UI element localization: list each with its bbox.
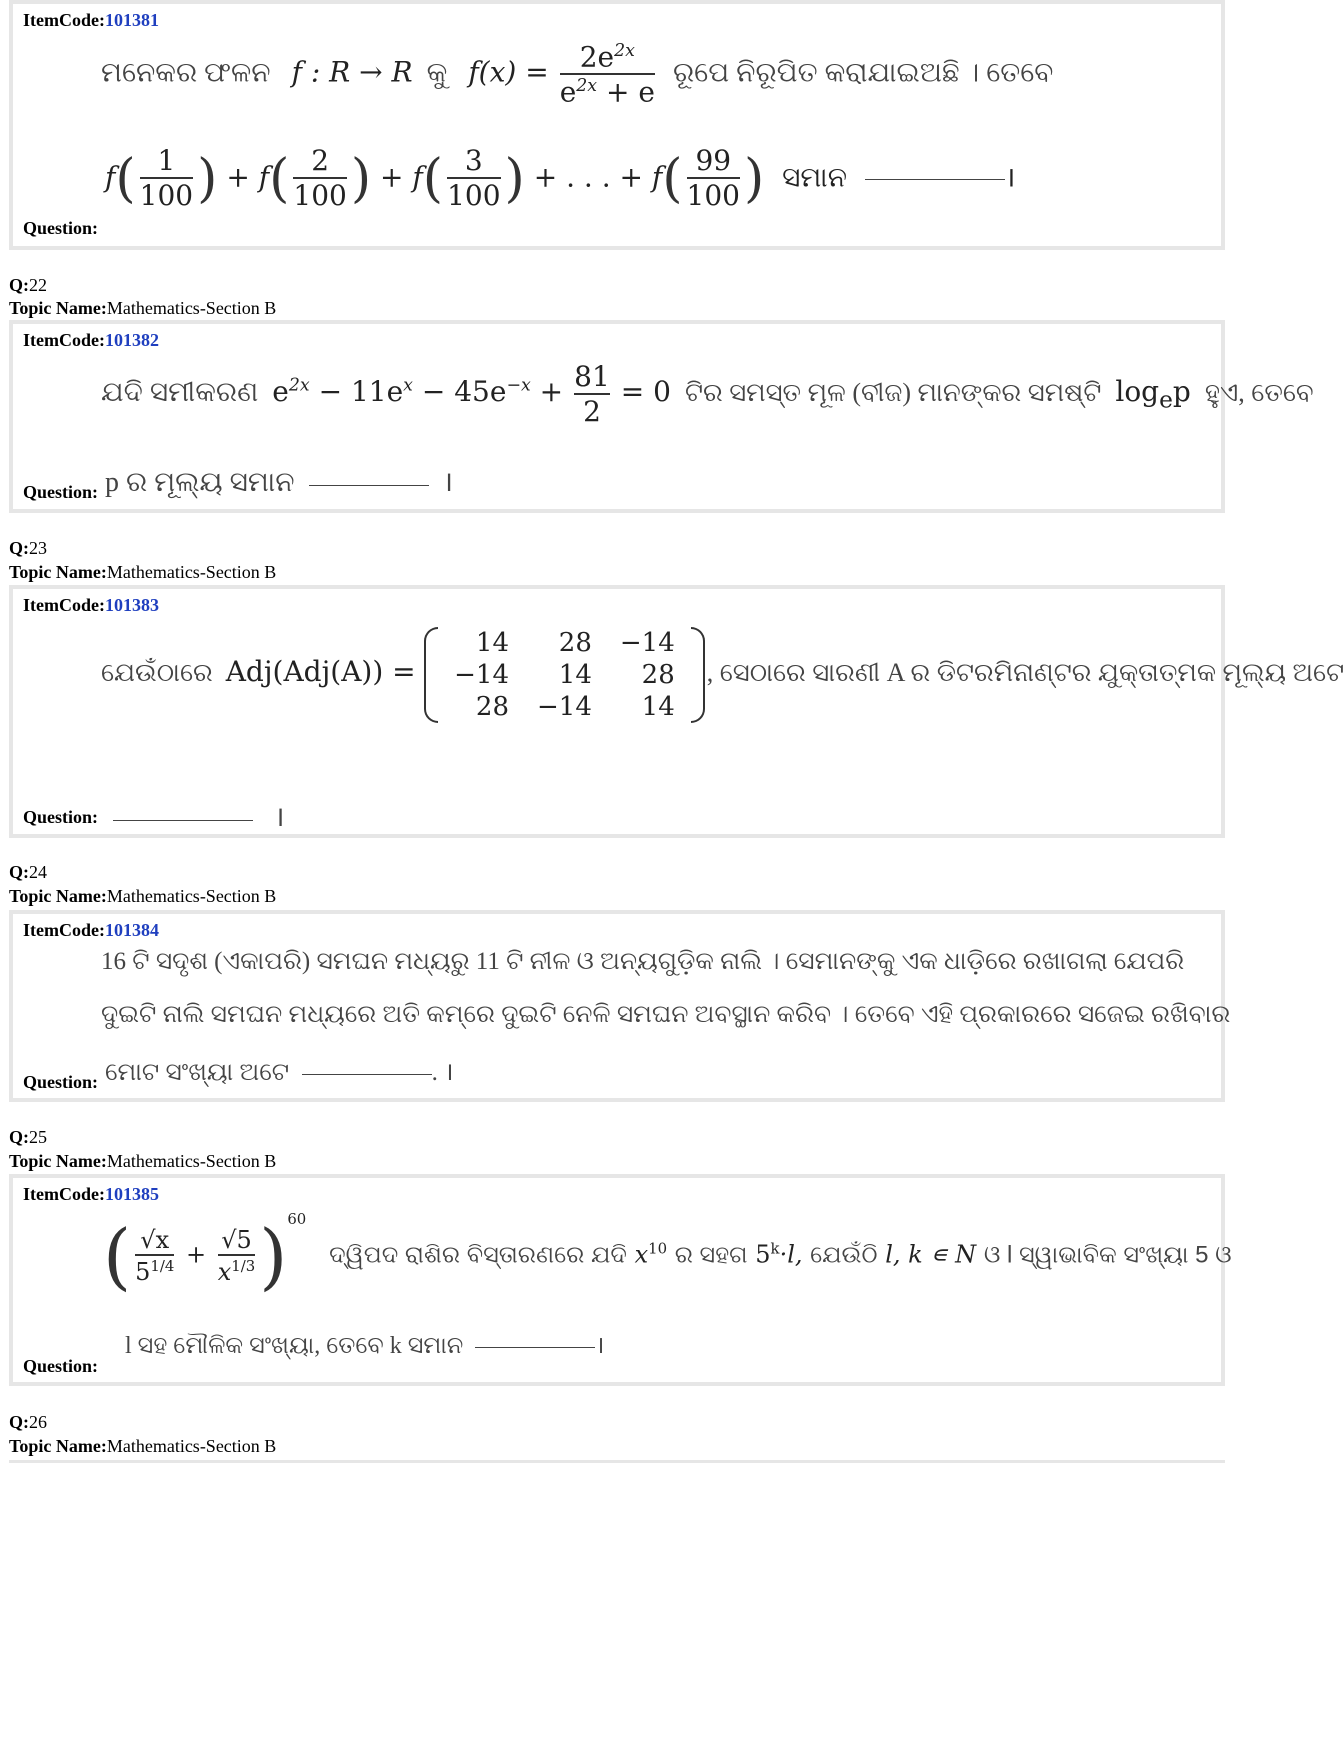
question-box-101385 — [9, 1174, 1232, 1386]
answer-blank — [309, 484, 429, 486]
question-line-1: 16 ଟି ସଦୃଶ (ଏକାପରି) ସମଘନ ମଧ୍ୟରୁ 11 ଟି ନୀଳ ଓ ଅନ୍ୟଗୁଡ଼ିକ ନାଲି । ସେମାନଙ୍କୁ ଏକ ଧାଡ଼ିରେ ରଖାଗଲା ଯେପରି — [101, 948, 1185, 975]
topic-name: Topic Name:Mathematics-Section B — [9, 298, 277, 318]
question-label: Question: — [23, 807, 99, 827]
question-line-2: । — [113, 797, 285, 835]
question-box-101383 — [9, 585, 1344, 838]
item-code-value: 101381 — [104, 10, 159, 30]
topic-name: Topic Name:Mathematics-Section B — [9, 886, 277, 906]
question-label: Question: — [23, 1072, 99, 1092]
question-number: Q:22 — [9, 275, 47, 295]
question-line-1: ଯଦି ସମୀକରଣ $e^{2x} - 11e^x - 45e^{-x}$ + $\frac{81}{2}$ = 0 ଟିର ସମସ୍ତ ମୂଳ (ବୀଜ) ମାନଙ୍କର ସମଷ୍ଟି $\log_ep$ ହୁଏ, ତେବେ — [101, 360, 1314, 428]
topic-name: Topic Name:Mathematics-Section B — [9, 1436, 277, 1456]
matrix-cell: 14 — [641, 692, 675, 722]
divider — [9, 1460, 1225, 1463]
question-line-1: ଯେଉଁଠାରେ Adj(Adj(A)) = 14 28 −14 −14 14 28 28 −14 14 , ସେଠାରେ ସାରଣୀ A ର ଡିଟରମିନାଣ୍ଟର ଯୁକ୍ତାତ୍ମକ ମୂଲ୍ୟ ଅଟେ — [101, 628, 1344, 722]
item-code-value: 101384 — [104, 920, 159, 940]
matrix-cell: 28 — [558, 628, 592, 658]
matrix-cell: 28 — [475, 692, 510, 722]
matrix-cell: −14 — [454, 660, 510, 690]
question-line-2: ଦୁଇଟି ନାଲି ସମଘନ ମଧ୍ୟରେ ଅତି କମ୍‌ରେ ଦୁଇଟି ନେଳି ସମଘନ ଅବସ୍ଥାନ କରିବ । ତେବେ ଏହି ପ୍ରକାରରେ ସଜେଇ ରଖିବାର — [101, 1001, 1231, 1028]
answer-blank — [302, 1073, 432, 1075]
answer-blank — [865, 178, 1005, 180]
item-code: ItemCode:101382 — [23, 330, 159, 350]
matrix-cell: 14 — [475, 628, 510, 658]
topic-name: Topic Name:Mathematics-Section B — [9, 562, 277, 582]
item-code: ItemCode:101385 — [23, 1184, 159, 1204]
matrix-cell: −14 — [619, 628, 675, 658]
fraction: $\frac{2e^{2x}}{e^{2x} + e}$ — [559, 40, 655, 109]
item-code-value: 101382 — [104, 330, 159, 350]
question-line-2: f( $\frac{1}{100}$ ) + f( $\frac{2}{100}$ ) + f( $\frac{3}{100}$ ) + . . . + f( $\frac{99}{100}$ ) ସମାନ । — [105, 144, 1016, 212]
matrix — [422, 627, 707, 723]
item-code-value: 101385 — [104, 1184, 159, 1204]
answer-blank — [475, 1346, 595, 1348]
question-number: Q:23 — [9, 538, 47, 558]
matrix-cell: 14 — [558, 660, 592, 690]
item-code: ItemCode:101384 — [23, 920, 159, 940]
question-line-1: ମନେକର ଫଳନ f : R → R କୁ f(x) = $\frac{2e^{2x}}{e^{2x} + e}$ ରୂପେ ନିରୂପିତ କରାଯାଇଅଛି । ତେବେ — [101, 40, 1054, 109]
question-number: Q:26 — [9, 1412, 47, 1432]
question-label: Question: — [23, 1356, 99, 1376]
question-box-101382 — [9, 320, 1314, 513]
item-code-value: 101383 — [104, 595, 159, 615]
question-line-3: ମୋଟ ସଂଖ୍ୟା ଅଟେ . । — [105, 1059, 454, 1086]
question-line-1: ( $\frac{√x}{5^{1/4}}$ + $\frac{√5}{x^{1/3}}$ )$^{60}$ ଦ୍ୱିପଦ ରାଶିର ବିସ୍ତାରଣରେ ଯଦି $x^{10}$ ର ସହଗ $5^k\cdot l$, ଯେଉଁଠି l, k ∊ N ଓ l ସ୍ୱାଭାବିକ ସଂଖ୍ୟା 5 ଓ — [103, 1209, 1232, 1298]
question-line-2: l ସହ ମୌଳିକ ସଂଖ୍ୟା, ତେବେ k ସମାନ । — [125, 1333, 605, 1359]
question-label: Question: — [23, 218, 99, 238]
matrix-cell: 28 — [641, 660, 675, 690]
question-label: Question: — [23, 482, 99, 502]
question-line-2: p ର ମୂଲ୍ୟ ସମାନ । — [105, 467, 454, 498]
question-box-101384 — [9, 910, 1231, 1102]
item-code: ItemCode:101381 — [23, 10, 159, 30]
question-box-101381 — [9, 0, 1225, 250]
question-number: Q:25 — [9, 1127, 47, 1147]
question-number: Q:24 — [9, 862, 47, 882]
item-code: ItemCode:101383 — [23, 595, 159, 615]
answer-blank — [113, 819, 253, 821]
matrix-cell: −14 — [537, 692, 592, 722]
topic-name: Topic Name:Mathematics-Section B — [9, 1151, 277, 1171]
